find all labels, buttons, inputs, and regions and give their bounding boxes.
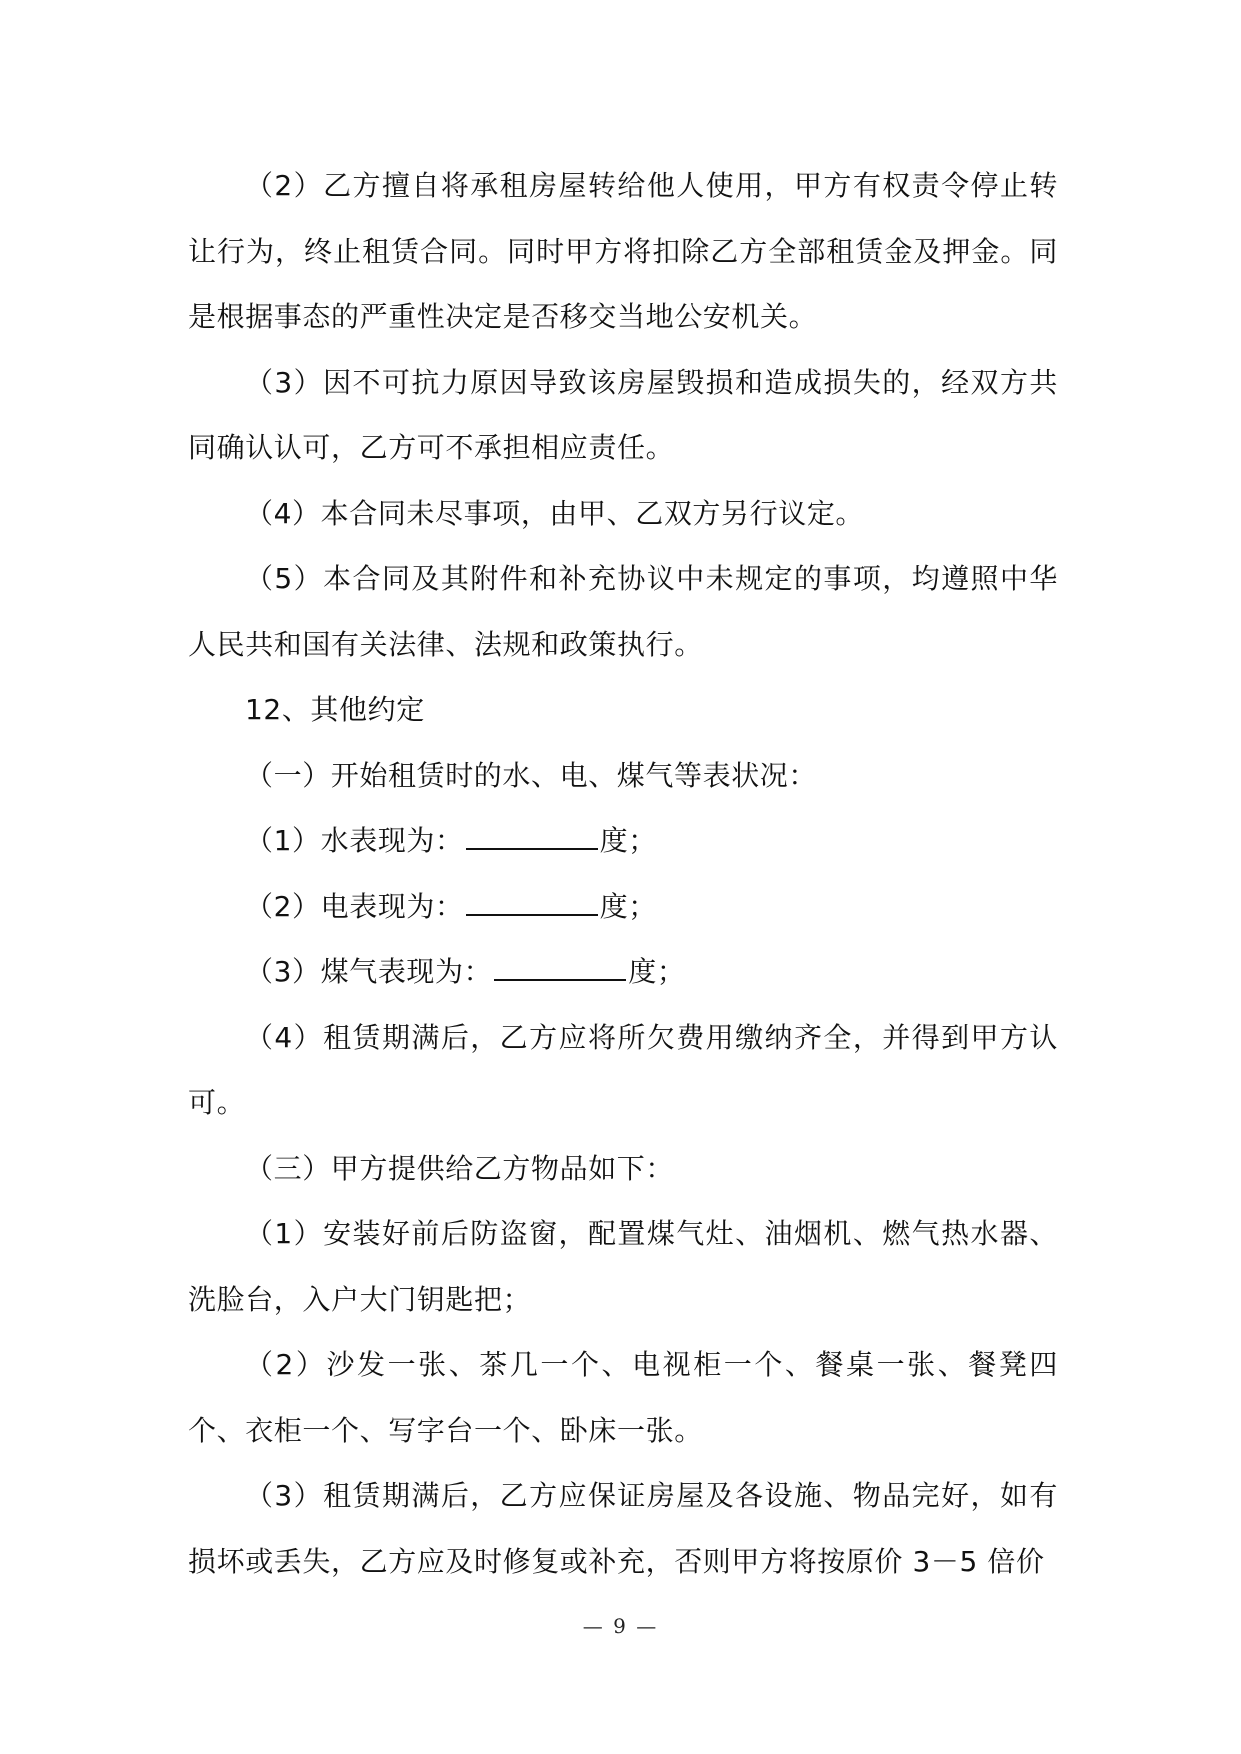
meter-unit-gas: 度； (628, 955, 686, 988)
meter-label-gas: （3）煤气表现为： (245, 955, 493, 988)
page-number: — 9 — (582, 1614, 659, 1638)
water-reading-blank (466, 824, 598, 850)
paragraph-clause-3: （3）因不可抗力原因导致该房屋毁损和造成损失的，经双方共同确认认可，乙方可不承担相应责任。 (188, 365, 1058, 464)
meter-unit-electric: 度； (599, 889, 657, 923)
paragraph-return-condition: （3）租赁期满后，乙方应保证房屋及各设施、物品完好，如有损坏或丢失，乙方应及时修复或补充，否则甲方将按原价 3－5 倍价 (188, 1479, 1058, 1578)
document-body (188, 153, 1058, 1594)
section-heading-provided-items: （三）甲方提供给乙方物品如下： (245, 1151, 675, 1185)
paragraph-provided-furniture: （2）沙发一张、茶几一个、电视柜一个、餐桌一张、餐凳四个、衣柜一个、写字台一个、卧床一张。 (188, 1348, 1058, 1447)
paragraph-clause-5: （5）本合同及其附件和补充协议中未规定的事项，均遵照中华人民共和国有关法律、法规和政策执行。 (188, 562, 1058, 661)
meter-unit-water: 度； (599, 824, 657, 857)
paragraph-clause-2: （2）乙方擅自将承租房屋转给他人使用，甲方有权责令停止转让行为，终止租赁合同。同时甲方将扣除乙方全部租赁金及押金。同是根据事态的严重性决定是否移交当地公安机关。 (188, 169, 1058, 333)
paragraph-meter-status-intro: （一）开始租赁时的水、电、煤气等表状况： (245, 758, 818, 792)
electric-reading-blank (466, 890, 598, 916)
paragraph-fees-settlement: （4）租赁期满后，乙方应将所欠费用缴纳齐全，并得到甲方认可。 (188, 1020, 1058, 1119)
meter-line-gas (188, 939, 1058, 1005)
meter-line-electric (188, 874, 1058, 940)
paragraph-clause-4: （4）本合同未尽事项，由甲、乙双方另行议定。 (245, 496, 865, 530)
meter-label-water: （1）水表现为： (245, 824, 464, 857)
meter-line-water (188, 808, 1058, 874)
gas-reading-blank (494, 955, 626, 981)
meter-label-electric: （2）电表现为： (245, 889, 464, 923)
section-heading-other-agreements: 12、其他约定 (245, 693, 425, 726)
paragraph-provided-fixtures: （1）安装好前后防盗窗，配置煤气灶、油烟机、燃气热水器、洗脸台，入户大门钥匙把； (188, 1217, 1058, 1316)
